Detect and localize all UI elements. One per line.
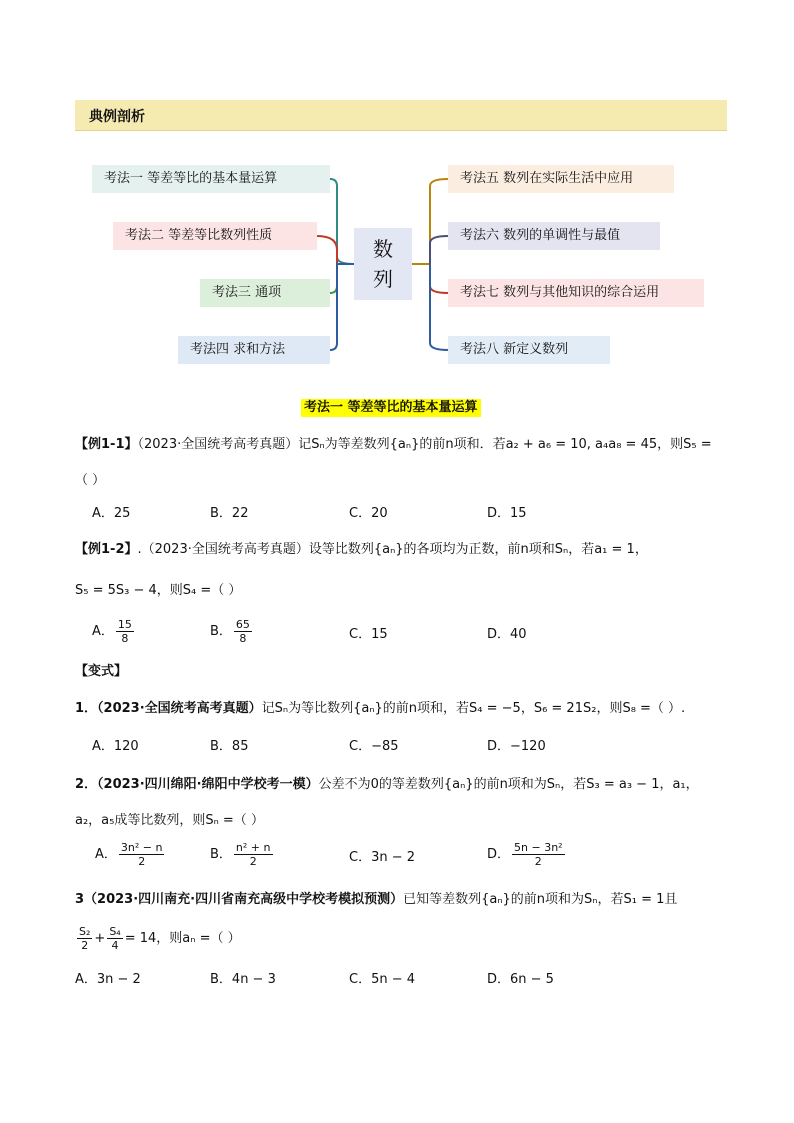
denominator: 8 [239,632,247,645]
denominator: 2 [249,855,257,868]
question-2 [75,776,699,794]
fraction [116,618,134,645]
question-stem: 已知等差数列{aₙ}的前n项和为Sₙ，若S₁ = 1且 [403,892,678,907]
mindmap-node-8: 考法八 新定义数列 [448,336,610,364]
banner-title: 典例剖析 [89,109,145,125]
mindmap-node-4: 考法四 求和方法 [178,336,330,364]
fraction [512,841,565,868]
option-d [487,841,567,868]
fraction [119,841,165,868]
option-a: A．3n − 2 [75,972,141,987]
example-stem: 记Sₙ为等差数列{aₙ}的前n项和．若a₂ + a₆ = 10, a₄a₈ = 45，则S₅ = [298,437,712,452]
section-title: 考法一 等差等比的基本量运算 [301,399,481,417]
option-b [210,618,254,645]
option-a: A．25 [92,506,131,521]
numerator: n² + n [235,841,271,854]
option-b [210,841,275,868]
option-a: A．120 [92,739,139,754]
numerator: 15 [117,618,132,631]
question-number: 3 [75,892,85,907]
option-b: B．22 [210,506,249,521]
option-c: C．5n − 4 [349,972,416,987]
fraction [234,618,252,645]
mindmap-connectors [0,0,794,400]
mindmap-node-3: 考法三 通项 [200,279,330,307]
fraction [234,841,273,868]
example-source: .（2023·全国统考高考真题） [137,542,309,557]
option-b: B．85 [210,739,249,754]
option-b: B．4n − 3 [210,972,276,987]
denominator: 2 [138,855,146,868]
numerator: S₂ [79,925,91,938]
option-label: D． [487,847,511,862]
option-a [95,841,166,868]
numerator: 65 [235,618,250,631]
example-1-2 [75,541,648,559]
question-number: 1． [75,701,98,716]
question-3 [75,891,677,909]
option-c: C．20 [349,506,388,521]
mindmap-node-5: 考法五 数列在实际生活中应用 [448,165,674,193]
stem-text: = 14，则aₙ =（ ） [124,931,241,946]
denominator: 2 [534,855,542,868]
option-label: B． [210,847,232,862]
question-source: （2023·全国统考高考真题） [97,701,262,716]
option-label: B． [210,624,232,639]
denominator: 8 [121,632,129,645]
question-stem: 记Sₙ为等比数列{aₙ}的前n项和，若S₄ = −5，S₆ = 21S₂，则S₈ =（ ）. [261,701,686,716]
mindmap-node-2: 考法二 等差等比数列性质 [113,222,317,250]
fraction [107,925,122,952]
option-a [92,618,136,645]
question-1 [75,700,685,718]
mindmap-center [354,228,412,300]
option-c: C．15 [349,627,388,642]
denominator: 2 [81,939,89,952]
option-d: D．15 [487,506,527,521]
option-d: D．−120 [487,739,546,754]
fraction [77,925,92,952]
answer-paren: （ ） [75,473,106,488]
example-source: （2023·全国统考高考真题） [137,437,299,452]
option-c: C．3n − 2 [349,850,416,865]
example-stem-2: S₅ = 5S₃ − 4，则S₄ =（ ） [75,583,242,598]
option-label: A． [92,624,114,639]
option-label: A． [95,847,117,862]
option-d: D．40 [487,627,527,642]
denominator: 4 [111,939,119,952]
option-c: C．−85 [349,739,399,754]
numerator: S₄ [109,925,121,938]
question-source: （2023·四川绵阳·绵阳中学校考一模） [97,777,319,792]
question-stem-2: a₂，a₅成等比数列，则Sₙ =（ ） [75,813,264,828]
center-char-2: 列 [373,267,393,291]
variant-title: 【变式】 [75,664,128,679]
center-char-1: 数 [373,237,393,261]
example-label: 【例1-1】 [75,437,138,452]
mindmap-node-1: 考法一 等差等比的基本量运算 [92,165,330,193]
example-1-1 [75,436,712,454]
question-source: （2023·四川南充·四川省南充高级中学校考模拟预测） [84,892,404,907]
example-label: 【例1-2】 [75,542,138,557]
question-stem-2: $\frac{\text{S₂}}{2}$ + $\frac{\text{S₄}}{4}$ = 14，则aₙ =（ ） [79,925,241,952]
question-stem: 公差不为0的等差数列{aₙ}的前n项和为Sₙ，若S₃ = a₃ − 1，a₁， [318,777,699,792]
numerator: 3n² − n [120,841,163,854]
question-number: 2． [75,777,98,792]
mindmap-node-7: 考法七 数列与其他知识的综合运用 [448,279,704,307]
example-stem: 设等比数列{aₙ}的各项均为正数，前n项和Sₙ，若a₁ = 1， [308,542,648,557]
option-d: D．6n − 5 [487,972,554,987]
mindmap-node-6: 考法六 数列的单调性与最值 [448,222,660,250]
numerator: 5n − 3n² [514,841,563,854]
